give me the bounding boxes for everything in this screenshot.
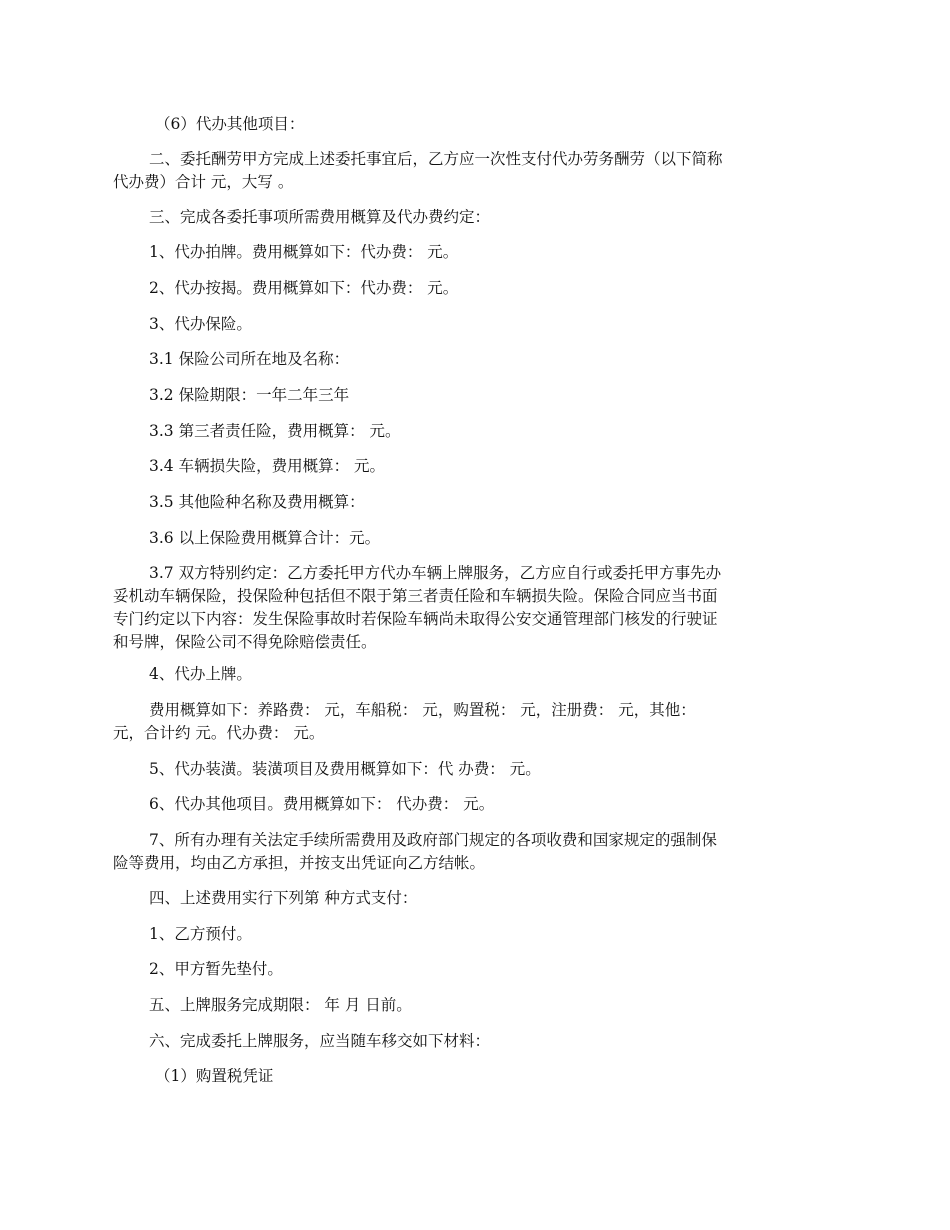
text-line: 3.6 以上保险费用概算合计：元。 <box>149 529 381 547</box>
paragraph-section-3-heading <box>113 206 843 229</box>
paragraph-section-5-deadline <box>113 994 843 1017</box>
text-line: 险等费用，均由乙方承担，并按支出凭证向乙方结帐。 <box>113 854 486 872</box>
text-line: （6）代办其他项目： <box>155 115 305 133</box>
paragraph-item-3-6 <box>113 527 843 550</box>
text-line: 五、上牌服务完成期限： 年 月 日前。 <box>149 996 412 1014</box>
paragraph-item-3-2 <box>113 384 843 407</box>
text-line: 2、代办按揭。费用概算如下：代办费： 元。 <box>149 279 459 297</box>
text-line: 7、所有办理有关法定手续所需费用及政府部门规定的各项收费和国家规定的强制保 <box>149 831 717 849</box>
text-line: 三、完成各委托事项所需费用概算及代办费约定： <box>149 208 491 226</box>
text-line: 6、代办其他项目。费用概算如下： 代办费： 元。 <box>149 795 495 813</box>
paragraph-material-1 <box>113 1065 885 1088</box>
text-line: （1）购置税凭证 <box>155 1067 274 1085</box>
text-line: 1、乙方预付。 <box>149 925 252 943</box>
text-line: 3.7 双方特别约定：乙方委托甲方代办车辆上牌服务，乙方应自行或委托甲方事先办 <box>149 564 722 582</box>
text-line: 妥机动车辆保险，投保险种包括但不限于第三者责任险和车辆损失险。保险合同应当书面 <box>113 587 718 605</box>
paragraph-item-3-1 <box>113 348 843 371</box>
text-line: 费用概算如下：养路费： 元，车船税： 元，购置税： 元，注册费： 元，其他： <box>149 701 696 719</box>
paragraph-item-7 <box>113 829 843 875</box>
paragraph-payment-option-2 <box>113 958 843 981</box>
paragraph-item-4 <box>113 663 843 686</box>
text-line: 代办费）合计 元，大写 。 <box>113 173 294 191</box>
paragraph-item-3-5 <box>113 491 843 514</box>
text-line: 4、代办上牌。 <box>149 665 252 683</box>
text-line: 二、委托酬劳甲方完成上述委托事宜后，乙方应一次性支付代办劳务酬劳（以下简称 <box>149 150 723 168</box>
text-line: 3.2 保险期限：一年二年三年 <box>149 386 350 404</box>
text-line: 1、代办拍牌。费用概算如下：代办费： 元。 <box>149 243 459 261</box>
paragraph-other-items-6 <box>113 113 885 136</box>
paragraph-item-3-7 <box>113 562 843 654</box>
text-line: 3.5 其他险种名称及费用概算： <box>149 493 365 511</box>
paragraph-item-4-costs <box>113 699 843 745</box>
text-line: 元，合计约 元。代办费： 元。 <box>113 724 325 742</box>
paragraph-item-1 <box>113 241 843 264</box>
paragraph-payment-option-1 <box>113 923 843 946</box>
text-line: 六、完成委托上牌服务，应当随车移交如下材料： <box>149 1032 491 1050</box>
text-line: 3.4 车辆损失险，费用概算： 元。 <box>149 457 386 475</box>
paragraph-section-4-payment <box>113 887 843 910</box>
text-line: 2、甲方暂先垫付。 <box>149 960 283 978</box>
text-line: 3.1 保险公司所在地及名称： <box>149 350 350 368</box>
paragraph-item-5 <box>113 758 843 781</box>
text-line: 四、上述费用实行下列第 种方式支付： <box>149 889 418 907</box>
paragraph-item-3 <box>113 313 843 336</box>
text-line: 3、代办保险。 <box>149 315 252 333</box>
text-line: 5、代办装潢。装潢项目及费用概算如下：代 办费： 元。 <box>149 760 541 778</box>
paragraph-item-3-3 <box>113 420 843 443</box>
text-line: 3.3 第三者责任险，费用概算： 元。 <box>149 422 401 440</box>
paragraph-item-3-4 <box>113 455 843 478</box>
text-line: 和号牌，保险公司不得免除赔偿责任。 <box>113 633 377 651</box>
paragraph-item-6 <box>113 793 843 816</box>
text-line: 专门约定以下内容：发生保险事故时若保险车辆尚未取得公安交通管理部门核发的行驶证 <box>113 610 718 628</box>
paragraph-section-6-materials <box>113 1030 843 1053</box>
paragraph-item-2 <box>113 277 843 300</box>
paragraph-section-2-remuneration <box>113 148 843 194</box>
